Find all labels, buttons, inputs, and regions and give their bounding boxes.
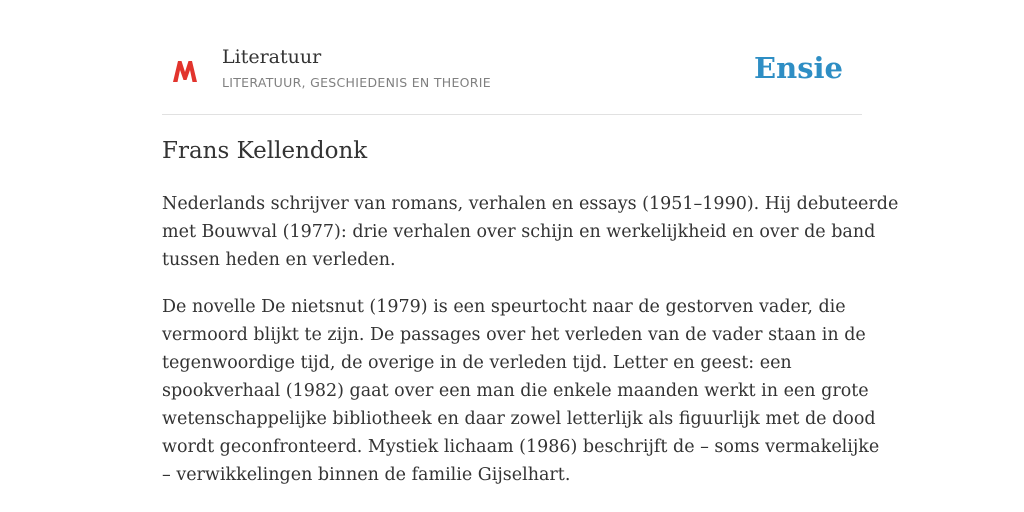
text-line: Nederlands schrijver van romans, verhalen en essays (1951–1990). Hij debuteerde: [162, 194, 899, 214]
article-paragraph: [162, 190, 899, 274]
text-line: De novelle De nietsnut (1979) is een speurtocht naar de gestorven vader, die: [162, 297, 846, 317]
article-title: Frans Kellendonk: [162, 138, 368, 164]
category-subtitle: LITERATUUR, GESCHIEDENIS EN THEORIE: [222, 75, 491, 90]
text-line: spookverhaal (1982) gaat over een man die enkele maanden werkt in een grote: [162, 381, 869, 401]
text-line: tussen heden en verleden.: [162, 250, 396, 270]
article-paragraph: [162, 293, 880, 489]
text-line: tegenwoordige tijd, de overige in de verleden tijd. Letter en geest: een: [162, 353, 792, 373]
category-title[interactable]: Literatuur: [222, 46, 322, 68]
text-line: vermoord blijkt te zijn. De passages over het verleden van de vader staan in de: [162, 325, 866, 345]
text-line: – verwikkelingen binnen de familie Gijselhart.: [162, 465, 571, 485]
text-line: wetenschappelijke bibliotheek en daar zowel letterlijk als figuurlijk met de dood: [162, 409, 876, 429]
brand-logo[interactable]: Ensie: [754, 51, 843, 85]
page-header: [162, 40, 862, 115]
text-line: met Bouwval (1977): drie verhalen over schijn en werkelijkheid en over de band: [162, 222, 876, 242]
text-line: wordt geconfronteerd. Mystiek lichaam (1986) beschrijft de – soms vermakelijke: [162, 437, 880, 457]
article-body: [162, 190, 899, 508]
m-logo-icon[interactable]: [172, 58, 198, 84]
